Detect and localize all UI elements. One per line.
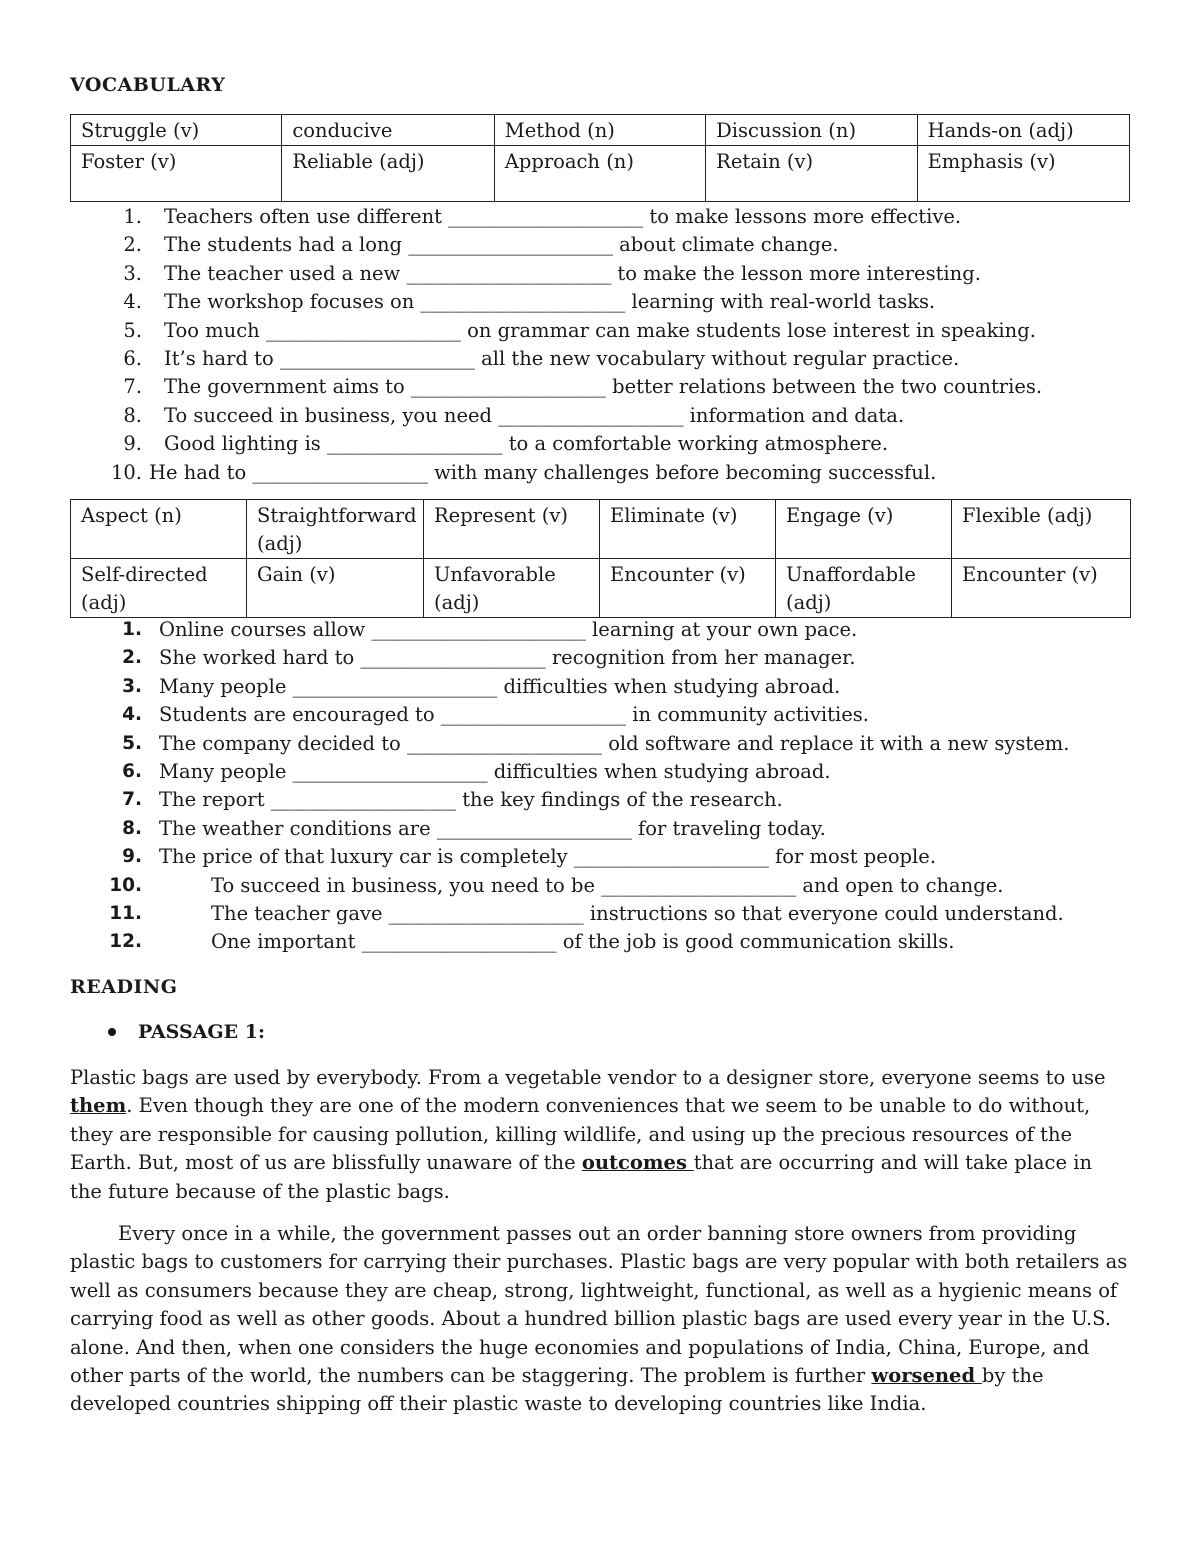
item-text: To succeed in business, you need to be ____________________ and open to change. <box>211 873 1004 897</box>
list-item <box>70 616 1130 644</box>
underlined-word: outcomes <box>581 1151 694 1175</box>
item-text: The students had a long _____________________ about climate change. <box>164 233 839 257</box>
item-text: The government aims to ____________________ better relations between the two countries. <box>164 375 1043 399</box>
vocab-cell: Foster (v) <box>71 146 282 202</box>
item-text: The teacher used a new _____________________ to make the lesson more interesting. <box>164 261 981 285</box>
vocab-cell: Method (n) <box>494 115 705 146</box>
vocab-cell: conducive <box>282 115 494 146</box>
item-number: 1. <box>123 205 142 228</box>
exercise-list-2 <box>70 616 1130 957</box>
list-item <box>70 644 1130 672</box>
item-number: 2. <box>123 233 142 257</box>
list-item <box>70 459 1130 487</box>
list-item <box>70 345 1130 373</box>
list-item <box>70 701 1130 729</box>
item-number: 6. <box>122 760 142 782</box>
vocab-cell: Flexible (adj) <box>952 500 1131 559</box>
list-item <box>70 900 1130 928</box>
item-number: 4. <box>122 704 142 726</box>
item-text: To succeed in business, you need ___________________ information and data. <box>164 403 905 427</box>
bullet-icon <box>108 1028 116 1036</box>
list-item <box>70 260 1130 288</box>
item-number: 1. <box>122 619 142 640</box>
item-number: 11. <box>109 902 142 924</box>
vocab-table-2 <box>70 499 1131 618</box>
vocab-cell: Encounter (v) <box>952 559 1131 618</box>
item-text: Many people _____________________ difficulties when studying abroad. <box>159 674 841 698</box>
item-number: 9. <box>122 846 142 868</box>
item-number: 3. <box>122 675 142 697</box>
item-text: The teacher gave ____________________ instructions so that everyone could understand. <box>211 901 1064 925</box>
item-number: 2. <box>122 647 142 669</box>
item-text: Students are encouraged to ___________________ in community activities. <box>159 703 869 727</box>
exercise-list-1 <box>70 203 1130 487</box>
vocab-cell: Engage (v) <box>776 500 952 559</box>
item-number: 3. <box>123 261 142 285</box>
vocab-cell: Encounter (v) <box>600 559 776 618</box>
passage-paragraph-1 <box>70 1064 1120 1206</box>
vocab-cell: Gain (v) <box>247 559 424 618</box>
vocab-cell: Aspect (n) <box>71 500 247 559</box>
item-number: 9. <box>123 432 142 456</box>
vocabulary-heading: VOCABULARY <box>70 74 226 96</box>
item-number: 5. <box>123 318 142 342</box>
vocab-cell: Emphasis (v) <box>917 146 1129 202</box>
underlined-word: worsened <box>871 1364 982 1388</box>
item-text: It’s hard to ____________________ all the new vocabulary without regular practice. <box>164 346 960 370</box>
item-text: The price of that luxury car is completely ____________________ for most people. <box>159 845 937 869</box>
item-number: 10. <box>109 874 142 896</box>
passage-paragraph-2 <box>70 1220 1130 1419</box>
item-text: Many people ____________________ difficulties when studying abroad. <box>159 759 831 783</box>
vocab-cell: Straightforward (adj) <box>247 500 424 559</box>
item-text: Teachers often use different ____________________ to make lessons more effective. <box>164 205 962 228</box>
list-item <box>70 402 1130 430</box>
list-item <box>70 843 1130 871</box>
list-item <box>70 928 1130 956</box>
item-number: 8. <box>122 817 142 839</box>
vocab-cell: Represent (v) <box>424 500 600 559</box>
list-item <box>70 430 1130 458</box>
item-text: Online courses allow ______________________ learning at your own pace. <box>159 618 858 641</box>
vocab-cell: Discussion (n) <box>706 115 917 146</box>
item-text: One important ____________________ of the job is good communication skills. <box>211 930 955 954</box>
passage-title: PASSAGE 1: <box>138 1021 265 1043</box>
item-number: 5. <box>122 732 142 754</box>
vocab-cell: Self-directed (adj) <box>71 559 247 618</box>
list-item <box>70 786 1130 814</box>
paragraph-text: Every once in a while, the government passes out an order banning store owners from providing plastic bags to customers for carrying their purchases. Plastic bags are very popular with both retailers as well as consumers because they are cheap, strong, lightweight, functional, as well as a hygienic means of carrying food as well as other goods. About a hundred billion plastic bags are used every year in the U.S. alone. And then, when one considers the huge economies and populations of India, China, Europe, and other parts of the world, the numbers can be staggering. The problem is further <box>70 1222 1128 1388</box>
item-text: The report ___________________ the key findings of the research. <box>159 788 783 812</box>
list-item <box>70 203 1130 231</box>
item-number: 6. <box>123 346 142 370</box>
vocab-cell: Struggle (v) <box>71 115 282 146</box>
paragraph-text: that are occurring and will take place in the future because of the plastic bags. <box>70 1151 1093 1203</box>
vocab-cell: Reliable (adj) <box>282 146 494 202</box>
list-item <box>70 288 1130 316</box>
item-text: The company decided to ____________________ old software and replace it with a new system. <box>159 731 1070 755</box>
list-item <box>70 373 1130 401</box>
vocab-cell: Eliminate (v) <box>600 500 776 559</box>
vocab-cell: Retain (v) <box>706 146 917 202</box>
list-item <box>70 872 1130 900</box>
list-item <box>70 673 1130 701</box>
list-item <box>70 758 1130 786</box>
paragraph-text: Plastic bags are used by everybody. From a vegetable vendor to a designer store, everyone seems to use <box>70 1066 1106 1089</box>
item-number: 12. <box>109 931 142 953</box>
list-item <box>70 317 1130 345</box>
item-number: 7. <box>123 375 142 399</box>
item-number: 10. <box>110 460 142 484</box>
reading-heading: READING <box>70 976 178 998</box>
item-text: The weather conditions are ____________________ for traveling today. <box>159 816 826 840</box>
vocab-cell: Unfavorable (adj) <box>424 559 600 618</box>
paragraph-text: . Even though they are one of the modern conveniences that we seem to be unable to do without, they are responsible for causing pollution, killing wildlife, and using up the precious resources of the Earth. But, most of us are blissfully unaware of the <box>70 1094 1091 1175</box>
vocab-cell: Hands-on (adj) <box>917 115 1129 146</box>
vocab-table-1 <box>70 114 1130 202</box>
item-number: 7. <box>122 789 142 811</box>
list-item <box>70 730 1130 758</box>
item-text: He had to __________________ with many challenges before becoming successful. <box>149 460 937 484</box>
item-text: Too much ____________________ on grammar can make students lose interest in speaking. <box>164 318 1036 342</box>
item-text: Good lighting is __________________ to a comfortable working atmosphere. <box>164 432 889 456</box>
list-item <box>70 815 1130 843</box>
item-text: She worked hard to ___________________ recognition from her manager. <box>159 646 856 670</box>
item-text: The workshop focuses on _____________________ learning with real-world tasks. <box>164 290 936 314</box>
item-number: 8. <box>123 403 142 427</box>
paragraph-text: by the developed countries shipping off their plastic waste to developing countries like India. <box>70 1364 1044 1416</box>
item-number: 4. <box>123 290 142 314</box>
underlined-word: them <box>70 1094 127 1118</box>
vocab-cell: Unaffordable (adj) <box>776 559 952 618</box>
vocab-cell: Approach (n) <box>494 146 705 202</box>
list-item <box>70 231 1130 259</box>
passage-bullet <box>70 1021 265 1043</box>
